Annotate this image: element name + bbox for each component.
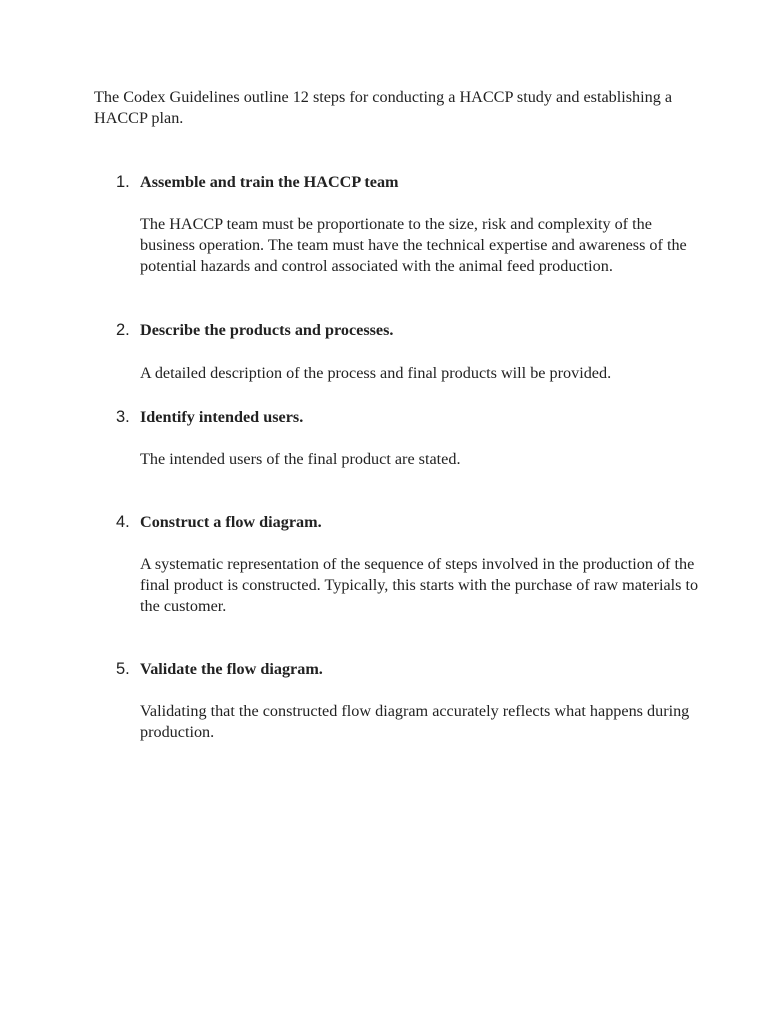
step-3-number: 3.: [116, 408, 130, 426]
step-4-title: Construct a flow diagram.: [140, 513, 322, 531]
step-5-body: Validating that the constructed flow diagram accurately reflects what happens during production.: [140, 702, 690, 741]
step-1-heading: [116, 171, 399, 193]
step-1-body: The HACCP team must be proportionate to the size, risk and complexity of the business operation. The team must have the technical expertise and awareness of the potential hazards and control associated with the animal feed production.: [140, 215, 687, 275]
step-5-heading: [116, 658, 323, 680]
step-2-body: A detailed description of the process and final products will be provided.: [140, 364, 612, 382]
step-4-body: A systematic representation of the sequence of steps involved in the production of the final product is constructed. Typically, this starts with the purchase of raw materials to the customer.: [140, 555, 699, 615]
step-1-title: Assemble and train the HACCP team: [140, 173, 399, 191]
step-4-heading: [116, 511, 322, 533]
step-3-body: The intended users of the final product are stated.: [140, 450, 461, 468]
intro-paragraph: The Codex Guidelines outline 12 steps for conducting a HACCP study and establishing a HACCP plan.: [94, 88, 673, 127]
step-2-number: 2.: [116, 321, 130, 339]
step-4-number: 4.: [116, 513, 130, 531]
step-2-heading: [116, 319, 393, 341]
step-1-number: 1.: [116, 173, 130, 191]
step-5-title: Validate the flow diagram.: [140, 660, 323, 678]
step-3-title: Identify intended users.: [140, 408, 304, 426]
step-3-heading: [116, 406, 303, 428]
step-2-title: Describe the products and processes.: [140, 321, 394, 339]
step-5-number: 5.: [116, 660, 130, 678]
